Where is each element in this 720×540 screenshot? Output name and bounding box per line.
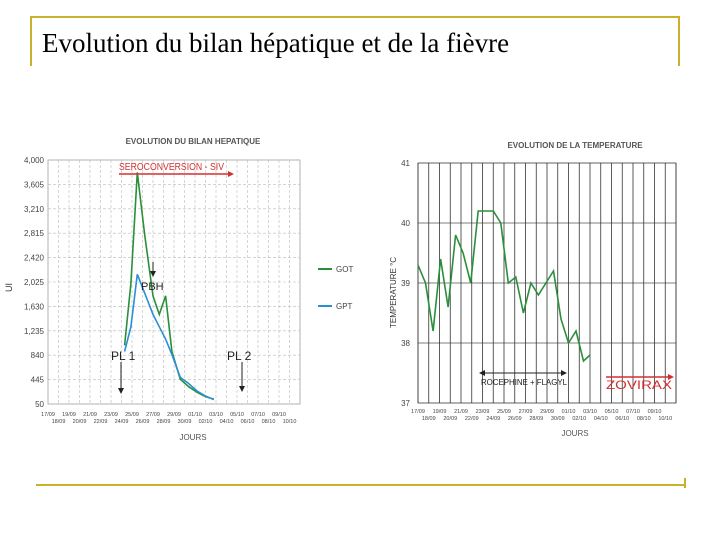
- liver-x-tick-label: 20/09: [72, 419, 87, 425]
- pbh-label: PBH: [141, 281, 164, 293]
- temp-x-tick-label: 03/10: [583, 409, 597, 415]
- liver-x-tick-label: 09/10: [272, 412, 286, 418]
- temp-x-tick-label: 26/09: [507, 416, 522, 422]
- temp-x-tick-label: 09/10: [647, 409, 662, 415]
- liver-x-tick-label: 29/09: [167, 412, 181, 418]
- temp-y-axis-label: TEMPERATURE °C: [389, 256, 398, 328]
- temp-x-tick-label: 19/09: [432, 409, 447, 415]
- liver-x-tick-label: 01/10: [188, 412, 202, 418]
- liver-y-tick-label: 445: [30, 375, 44, 385]
- temp-x-tick-label: 29/09: [540, 409, 554, 415]
- pl2-label: PL 2: [227, 349, 252, 363]
- treatment1-label: ROCEPHINE + FLAGYL: [481, 378, 568, 387]
- temp-x-tick-label: 08/10: [636, 416, 651, 422]
- temp-x-tick-label: 05/10: [604, 409, 619, 415]
- temp-x-tick-label: 02/10: [572, 416, 587, 422]
- temp-x-tick-label: 18/09: [421, 416, 436, 422]
- temp-x-tick-label: 28/09: [529, 416, 544, 422]
- liver-x-tick-label: 25/09: [125, 412, 139, 418]
- liver-x-tick-label: 23/09: [104, 412, 118, 418]
- temp-x-tick-label: 17/09: [411, 409, 425, 415]
- liver-x-tick-label: 17/09: [41, 412, 55, 418]
- temp-x-tick-label: 06/10: [615, 416, 630, 422]
- liver-y-tick-label: 1,235: [23, 326, 44, 336]
- temp-y-tick-label: 38: [401, 339, 410, 348]
- liver-x-tick-label: 30/09: [177, 419, 192, 425]
- liver-x-tick-label: 05/10: [230, 412, 244, 418]
- liver-x-tick-label: 02/10: [198, 419, 213, 425]
- temp-x-tick-label: 20/09: [443, 416, 458, 422]
- temp-x-tick-label: 27/09: [518, 409, 533, 415]
- liver-y-tick-label: 2,420: [23, 253, 44, 263]
- liver-x-tick-label: 21/09: [83, 412, 97, 418]
- legend-gpt-label: GPT: [336, 302, 353, 311]
- liver-y-tick-label: 840: [30, 351, 44, 361]
- temp-y-tick-label: 40: [401, 219, 410, 228]
- liver-x-tick-label: 26/09: [135, 419, 150, 425]
- temp-x-tick-label: 30/09: [550, 416, 565, 422]
- liver-x-tick-label: 27/09: [146, 412, 160, 418]
- slide-title: Evolution du bilan hépatique et de la fièvre: [42, 28, 510, 58]
- liver-x-tick-label: 28/09: [156, 419, 171, 425]
- liver-x-tick-label: 06/10: [240, 419, 255, 425]
- liver-grid: [48, 160, 300, 404]
- temp-y-tick-label: 41: [401, 159, 410, 168]
- temp-x-tick-label: 22/09: [464, 416, 479, 422]
- liver-y-tick-label: 3,210: [23, 204, 44, 214]
- liver-x-tick-label: 03/10: [209, 412, 223, 418]
- legend-got-label: GOT: [336, 265, 354, 274]
- liver-x-tick-label: 24/09: [114, 419, 129, 425]
- liver-x-tick-label: 10/10: [282, 419, 297, 425]
- temp-x-tick-label: 07/10: [626, 409, 640, 415]
- temp-grid: [418, 163, 676, 403]
- liver-y-tick-label: 2,815: [23, 229, 44, 239]
- liver-x-tick-label: 08/10: [261, 419, 276, 425]
- liver-y-tick-label: 50: [35, 400, 44, 409]
- treatment2-label: ZOVIRAX: [606, 378, 672, 392]
- temp-x-axis-label: JOURS: [561, 429, 589, 438]
- liver-y-tick-label: 4,000: [23, 156, 44, 165]
- temp-x-tick-label: 25/09: [497, 409, 511, 415]
- temp-x-tick-label: 01/10: [561, 409, 576, 415]
- temp-x-tick-label: 04/10: [593, 416, 608, 422]
- pl1-label: PL 1: [111, 349, 136, 363]
- temp-y-tick-label: 39: [401, 279, 410, 288]
- temp-x-tick-label: 10/10: [658, 416, 673, 422]
- liver-x-tick-label: 04/10: [219, 419, 234, 425]
- liver-y-tick-label: 1,630: [23, 302, 44, 312]
- seroconversion-label: SEROCONVERSION - SIV: [119, 162, 225, 173]
- liver-x-tick-label: 07/10: [251, 412, 265, 418]
- temp-x-tick-label: 21/09: [454, 409, 468, 415]
- liver-x-axis-label: JOURS: [179, 433, 207, 442]
- temp-chart-title: EVOLUTION DE LA TEMPERATURE: [507, 141, 643, 150]
- liver-y-tick-label: 3,605: [23, 180, 44, 190]
- liver-x-tick-label: 22/09: [93, 419, 108, 425]
- liver-y-tick-label: 2,025: [23, 278, 44, 287]
- liver-y-axis-label: UI: [4, 283, 14, 292]
- liver-x-tick-label: 18/09: [51, 419, 66, 425]
- temp-x-tick-label: 23/09: [475, 409, 490, 415]
- liver-x-tick-label: 19/09: [62, 412, 76, 418]
- temp-y-tick-label: 37: [401, 399, 410, 408]
- liver-chart-title: EVOLUTION DU BILAN HEPATIQUE: [125, 137, 261, 146]
- temp-x-tick-label: 24/09: [486, 416, 501, 422]
